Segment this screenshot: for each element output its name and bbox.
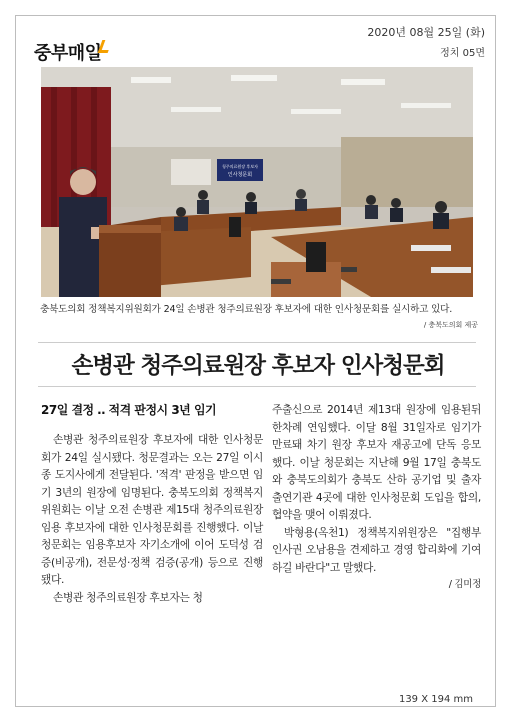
section-page: 정치 05면 <box>440 48 485 59</box>
article-paragraph: 주출신으로 2014년 제13대 원장에 임용된뒤 한차례 연임했다. 이달 8월 31일자로 임기가 만료돼 차기 원장 후보자 재공고에 단독 응모했다. 이날 청문회는 지난해 9월 17일 충북도와 충북도의회가 충북도 산하 공기업 및 출자출연기관 4곳에 대한 인사청문회 도입을 합의, 협약을 맺어 이뤄졌다. <box>272 403 481 521</box>
headline-rule-bottom <box>38 386 476 387</box>
publication-date: 2020년 08월 25일 (화) <box>367 26 485 39</box>
article-paragraph: 손병관 청주의료원장 후보자에 대한 인사청문회가 24일 실시됐다. 청문결과는 오는 27일 이시종 도지사에게 전달된다. '적격' 판정을 받으면 임기 3년의 원장에 임명된다. 충북도의회 정책복지위원회는 이날 오전 손병관 제15대 청주의료원장 임용 후보자에 대한 인사청문회를 진행했다. 이날 청문회는 임용후보자 자기소개에 이어 도덕성 검증(비공개), 전문성·정책 검증(공개) 등으로 진행됐다. <box>41 433 263 586</box>
photo-caption: 충북도의회 정책복지위원회가 24일 손병관 청주의료원장 후보자에 대한 인사청문회를 실시하고 있다. <box>40 304 453 315</box>
clipping-size: 139 X 194 mm <box>398 694 473 705</box>
article-column-left <box>41 431 263 606</box>
headline-rule-top <box>38 342 476 343</box>
article-paragraph: 박형용(옥천1) 정책복지위원장은 "집행부 인사권 오남용을 견제하고 경영 합리화에 기여하길 바란다"고 말했다. <box>272 525 481 574</box>
article-byline: / 김미정 <box>448 579 481 590</box>
publication-name: 중부매일 <box>34 43 102 64</box>
publication-logo <box>34 39 110 65</box>
article-column-right <box>272 401 481 594</box>
article-subheadline: 27일 결정 ‥ 적격 판정시 3년 임기 <box>41 403 217 417</box>
photo-credit: / 충북도의회 제공 <box>423 321 478 329</box>
clipping-header <box>16 16 495 66</box>
article-headline: 손병관 청주의료원장 후보자 인사청문회 <box>71 353 445 379</box>
news-photo <box>41 67 473 297</box>
article-paragraph: 손병관 청주의료원장 후보자는 청 <box>53 590 203 604</box>
logo-accent-icon <box>97 40 112 53</box>
banner-line-1: 청주의료원장 후보자 <box>221 164 259 169</box>
banner-line-2: 인사청문회 <box>227 172 253 178</box>
clipping-frame <box>15 15 496 707</box>
